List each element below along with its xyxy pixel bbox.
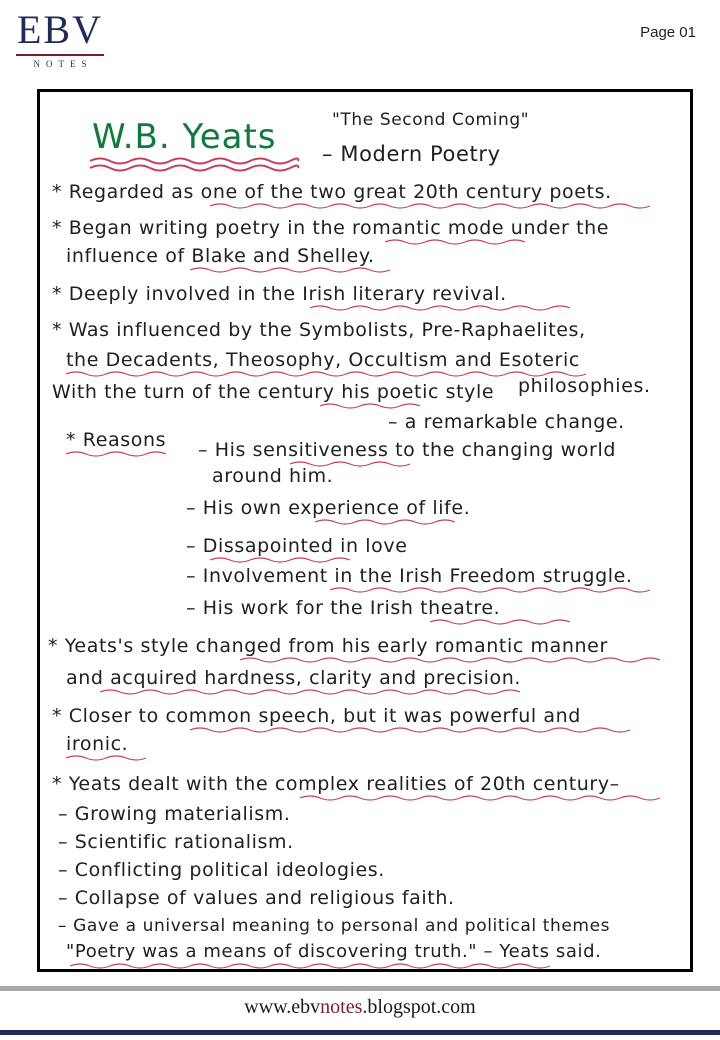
note-line: – His sensitiveness to the changing world [198,439,616,461]
note-line: ironic. [66,733,129,755]
note-sheet [37,89,693,972]
note-line: – Scientific rationalism. [58,831,294,853]
note-line: With the turn of the century his poetic style [52,381,495,403]
footer-url-suffix: .blogspot.com [362,996,476,1018]
note-line: – Growing materialism. [58,803,291,825]
note-line: * Yeats dealt with the complex realities of 20th century– [52,773,620,795]
note-line: the Decadents, Theosophy, Occultism and Esoteric [66,349,580,371]
logo-subtitle: NOTES [33,59,93,69]
poem-title: "The Second Coming" [332,110,530,130]
footer-url-prefix: www.ebv [244,996,321,1018]
note-line: and acquired hardness, clarity and precision. [66,667,522,689]
note-line: * Began writing poetry in the romantic mode under the [52,217,610,239]
footer-url[interactable] [0,996,720,1019]
note-line: influence of Blake and Shelley. [66,245,375,267]
note-line: "Poetry was a means of discovering truth." – Yeats said. [66,941,602,962]
footer-rule-top [0,986,720,991]
logo-wordmark: EBV [17,7,103,52]
page-number: Page 01 [640,24,696,41]
note-line: – Involvement in the Irish Freedom struggle. [186,565,633,587]
footer-url-mid: notes [320,996,363,1018]
note-line: – a remarkable change. [388,411,625,433]
note-line: – Collapse of values and religious faith. [58,887,455,909]
note-line: – Dissapointed in love [186,535,408,557]
poem-subtitle: – Modern Poetry [322,142,501,166]
note-line: * Was influenced by the Symbolists, Pre-Raphaelites, [52,319,586,341]
note-line: – His work for the Irish theatre. [186,597,501,619]
note-title-author: W.B. Yeats [92,117,277,157]
note-line: * Yeats's style changed from his early romantic manner [48,635,608,657]
note-line: – Gave a universal meaning to personal and political themes [58,916,611,936]
highlight-underlines [40,92,690,969]
note-line: * Deeply involved in the Irish literary revival. [52,283,507,305]
ebv-logo [12,7,108,69]
note-line: * Closer to common speech, but it was powerful and [52,705,581,727]
note-line: – His own experience of life. [186,497,471,519]
footer-rule-bottom [0,1030,720,1035]
note-line: around him. [212,465,334,487]
note-line: philosophies. [518,375,651,397]
note-line: * Reasons [66,429,167,451]
note-line: – Conflicting political ideologies. [58,859,385,881]
note-line: * Regarded as one of the two great 20th century poets. [52,181,612,203]
logo-rule [16,54,104,56]
